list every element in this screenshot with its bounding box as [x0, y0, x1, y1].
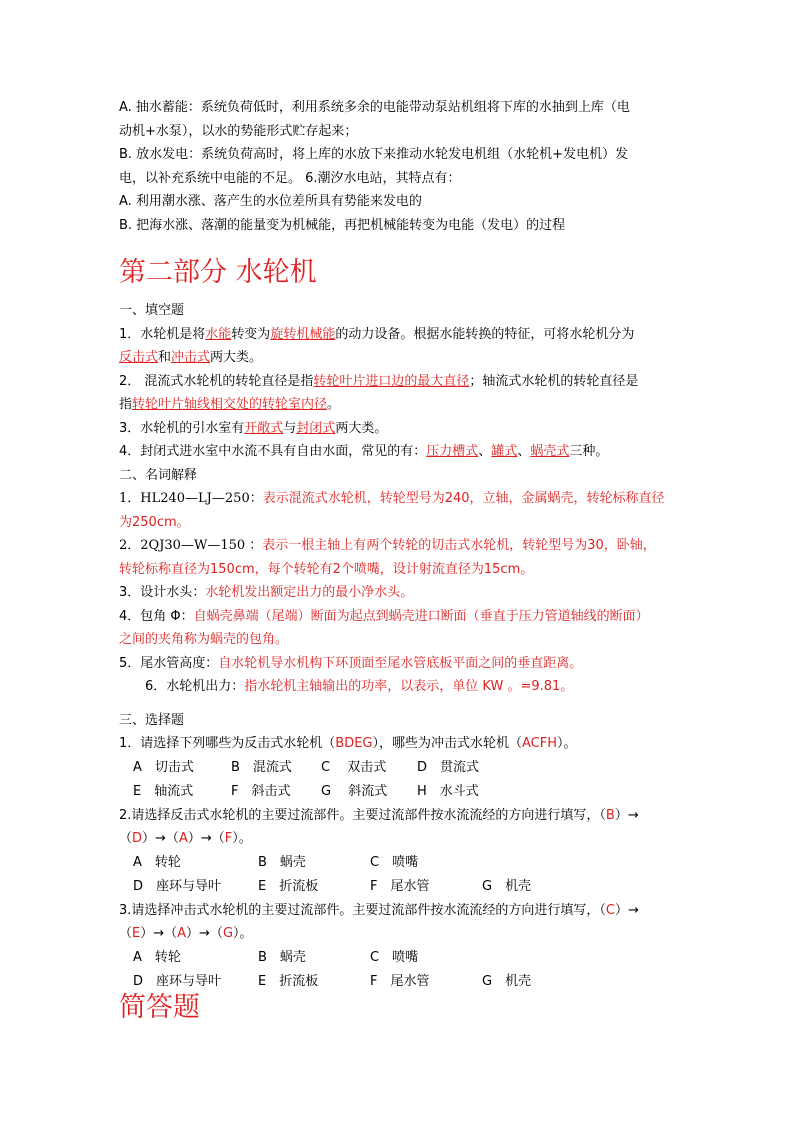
term-3: 3．设计水头：水轮机发出额定出力的最小净水头。: [119, 585, 414, 600]
option: C 双击式: [321, 759, 387, 775]
option: F 尾水管: [370, 878, 430, 894]
term-4-cont: 之间的夹角称为蜗壳的包角。: [119, 632, 289, 647]
document-page: [119, 96, 679, 1026]
fill-question-2: 2． 混流式水轮机的转轮直径是指转轮叶片进口边的最大直径；轴流式水轮机的转轮直径是: [119, 373, 639, 389]
option: H 水斗式: [417, 783, 479, 799]
option: E 轴流式: [133, 783, 194, 799]
term-1: 1．HL240—LJ—250：表示混流式水轮机，转轮型号为240，立轴，金属蜗壳，转轮标称直径: [119, 491, 665, 506]
term-2: 2．2QJ30—W—150 ：表示一根主轴上有两个转轮的切击式水轮机，转轮型号为30，卧轴，: [119, 538, 656, 553]
option: B 蜗壳: [258, 854, 306, 870]
option: G 机壳: [482, 878, 532, 894]
subsection-title: 一、填空题: [119, 303, 185, 318]
option: E 折流板: [258, 878, 319, 894]
fill-question-3: 3．水轮机的引水室有开敞式与封闭式两大类。: [119, 420, 388, 436]
term-5: 5．尾水管高度：自水轮机导水机构下环顶面至尾水管底板平面之间的垂直距离。: [119, 655, 583, 671]
choice-question-1: 1．请选择下列哪些为反击式水轮机（BDEG），哪些为冲击式水轮机（ACFH）。: [119, 736, 577, 751]
fill-question-2-cont: 指转轮叶片轴线相交处的转轮室内径。: [119, 397, 341, 412]
option: A 切击式: [133, 759, 194, 775]
intro-line: B. 放水发电：系统负荷高时，将上库的水放下来推动水轮发电机组（水轮机+发电机）发: [119, 147, 629, 162]
term-2-cont: 转轮标称直径为150cm，每个转轮有2个喷嘴，设计射流直径为15cm。: [119, 561, 534, 577]
option: C 喷嘴: [370, 854, 419, 870]
options-row: [119, 875, 679, 899]
options-row: [119, 946, 679, 970]
option: E 折流板: [258, 973, 319, 989]
choice-question-3-cont: （E）→（A）→（G）。: [119, 926, 253, 941]
fill-question-1: 1．水轮机是将水能转变为旋转机械能的动力设备。根据水能转换的特征，可将水轮机分为: [119, 326, 635, 342]
options-row: [119, 756, 679, 780]
section-title: 简答题: [119, 991, 200, 1023]
option: B 蜗壳: [258, 949, 306, 965]
subsection-title: 三、选择题: [119, 712, 185, 728]
choice-question-2: 2.请选择反击式水轮机的主要过流部件。主要过流部件按水流流经的方向进行填写，（B）→: [119, 807, 639, 823]
term-6: 6．水轮机出力：指水轮机主轴输出的功率，以表示，单位 KW 。=9.81。: [145, 679, 574, 694]
option: D 座环与导叶: [133, 878, 222, 894]
option: G 机壳: [482, 973, 532, 989]
options-row: [119, 851, 679, 875]
options-row: [119, 780, 679, 804]
option: A 转轮: [133, 949, 181, 965]
option: G 斜流式: [321, 783, 388, 799]
section-title: 第二部分 水轮机: [119, 257, 317, 288]
option: D 贯流式: [417, 759, 480, 775]
intro-line: A. 利用潮水涨、落产生的水位差所具有势能来发电的: [119, 194, 422, 209]
fill-question-1-cont: 反击式和冲击式两大类。: [119, 350, 263, 365]
intro-line: 电，以补充系统中电能的不足。 6.潮汐水电站，其特点有：: [119, 170, 461, 186]
term-1-cont: 为250cm。: [119, 514, 190, 530]
choice-question-2-cont: （D）→（A）→（F）。: [119, 831, 252, 846]
option: B 混流式: [231, 759, 292, 775]
option: A 转轮: [133, 854, 181, 870]
intro-line: 动机+水泵），以水的势能形式贮存起来；: [119, 123, 358, 139]
option: F 尾水管: [370, 973, 430, 989]
option: D 座环与导叶: [133, 973, 222, 989]
choice-question-3: 3.请选择冲击式水轮机的主要过流部件。主要过流部件按水流流经的方向进行填写，（C）→: [119, 902, 639, 918]
intro-line: A. 抽水蓄能：系统负荷低时，利用系统多余的电能带动泵站机组将下库的水抽到上库（电: [119, 100, 630, 115]
term-4: 4．包角 Φ：自蜗壳鼻端（尾端）断面为起点到蜗壳进口断面（垂直于压力管道轴线的断面）: [119, 608, 649, 624]
option: C 喷嘴: [370, 949, 419, 965]
fill-question-4: 4．封闭式进水室中水流不具有自由水面，常见的有：压力槽式、罐式、蜗壳式三种。: [119, 444, 609, 459]
intro-line: B. 把海水涨、落潮的能量变为机械能，再把机械能转变为电能（发电）的过程: [119, 217, 566, 233]
subsection-title: 二、名词解释: [119, 467, 198, 483]
option: F 斜击式: [231, 783, 291, 799]
